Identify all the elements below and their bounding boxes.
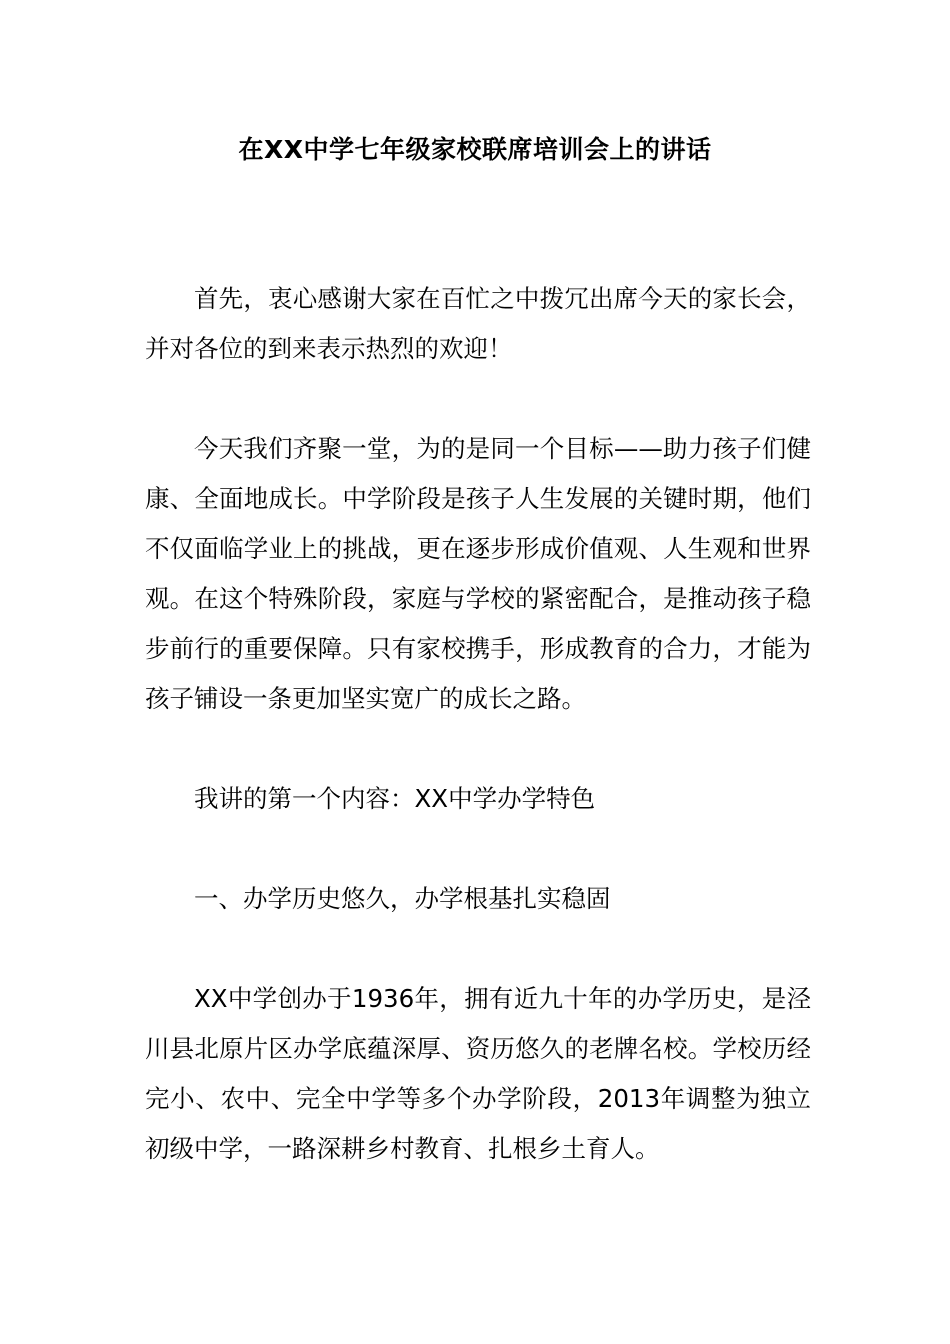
document-title: 在XX中学七年级家校联席培训会上的讲话 <box>238 135 712 164</box>
section-heading: 我讲的第一个内容：XX中学办学特色 <box>194 784 596 813</box>
document-body <box>145 274 811 1174</box>
paragraph-greeting: 首先，衷心感谢大家在百忙之中拨冗出席今天的家长会，并对各位的到来表示热烈的欢迎！ <box>145 284 811 363</box>
subsection-heading: 一、办学历史悠久，办学根基扎实稳固 <box>194 884 611 913</box>
paragraph-purpose: 今天我们齐聚一堂，为的是同一个目标——助力孩子们健康、全面地成长。中学阶段是孩子人生发展的关键时期，他们不仅面临学业上的挑战，更在逐步形成价值观、人生观和世界观。在这个特殊阶段，家庭与学校的紧密配合，是推动孩子稳步前行的重要保障。只有家校携手，形成教育的合力，才能为孩子铺设一条更加坚实宽广的成长之路。 <box>145 434 811 713</box>
paragraph-history: XX中学创办于1936年，拥有近九十年的办学历史，是泾川县北原片区办学底蕴深厚、资历悠久的老牌名校。学校历经完小、农中、完全中学等多个办学阶段，2013年调整为独立初级中学，一路深耕乡村教育、扎根乡土育人。 <box>145 984 811 1163</box>
